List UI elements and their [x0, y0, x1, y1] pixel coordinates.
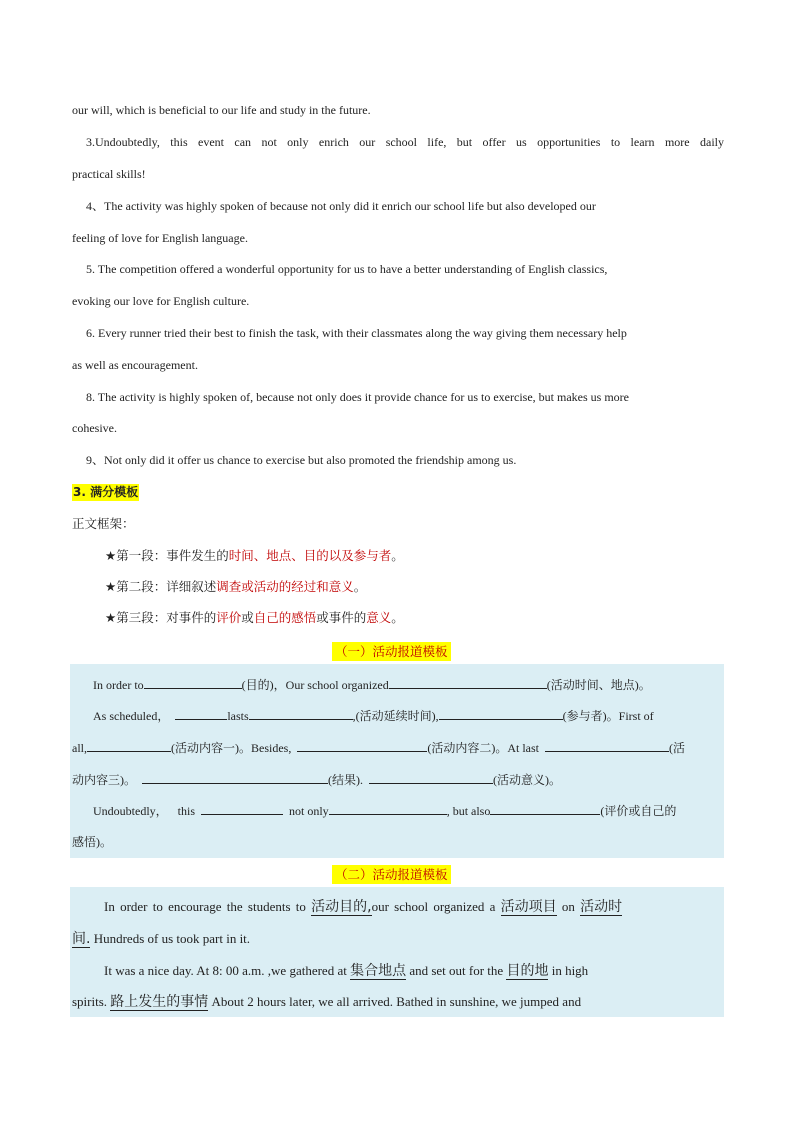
template-text: ,(活动延续时间),: [352, 709, 439, 723]
template-text: on: [561, 899, 575, 914]
template-text: As scheduled，: [93, 709, 170, 723]
text-line: 4、The activity was highly spoken of because not only did it enrich our school life but also developed our: [86, 199, 596, 213]
fill-blank: [439, 707, 563, 720]
template-text: lasts: [227, 709, 249, 723]
text-line: evoking our love for English culture.: [72, 294, 250, 308]
underlined-placeholder: 路上发生的事情: [110, 994, 209, 1010]
template-row: [72, 771, 724, 788]
fill-blank: [490, 802, 600, 815]
framework-item-text: 或: [241, 610, 254, 625]
template-text: In order to: [93, 678, 144, 692]
template-text: not only: [289, 804, 329, 818]
template-text: (活动内容一)。Besides,: [171, 741, 292, 755]
underlined-placeholder: 集合地点: [350, 963, 407, 979]
template-text: (活: [669, 741, 685, 755]
template-2-title: （二）活动报道模板: [332, 865, 451, 884]
template-text: and set out for the: [409, 963, 504, 978]
text-line: our will, which is beneficial to our life and study in the future.: [72, 103, 371, 117]
framework-item-text: 。: [391, 548, 404, 563]
template-row: [104, 899, 722, 915]
fill-blank: [389, 676, 547, 689]
framework-item-3: [105, 610, 404, 626]
template-row: [72, 834, 724, 850]
template-text: (评价或自己的: [600, 804, 677, 818]
template-text: (结果).: [328, 773, 363, 787]
underlined-placeholder: 活动时: [580, 899, 623, 915]
framework-item-highlight: 意义: [366, 610, 392, 625]
template-text: It was a nice day. At 8: 00 a.m. ,we gathered at: [104, 963, 347, 978]
fill-blank: [201, 802, 283, 815]
fill-blank: [175, 707, 227, 720]
template-text: (活动时间、地点)。: [546, 678, 651, 692]
section-heading: 3. 满分模板: [73, 485, 139, 499]
framework-item-text: ★第三段：对事件的: [105, 610, 217, 625]
template-row: [104, 963, 722, 979]
framework-item-1: [105, 548, 404, 564]
template-text: 动内容三)。: [72, 773, 136, 787]
underlined-placeholder: 活动项目: [500, 899, 557, 915]
template-1-title: （一）活动报道模板: [332, 642, 451, 661]
template-row: [93, 676, 745, 693]
framework-item-highlight: 评价: [216, 610, 242, 625]
text-line: 5. The competition offered a wonderful opportunity for us to have a better understanding of English classics,: [86, 262, 608, 276]
fill-blank: [144, 676, 242, 689]
underlined-placeholder: 目的地: [506, 963, 549, 979]
text-line: 9、Not only did it offer us chance to exercise but also promoted the friendship among us.: [86, 453, 517, 467]
framework-item-text: 或事件的: [316, 610, 367, 625]
framework-item-highlight: 自己的感悟: [253, 610, 317, 625]
text-line: as well as encouragement.: [72, 358, 198, 372]
text-line: cohesive.: [72, 421, 117, 435]
text-line: 8. The activity is highly spoken of, because not only does it provide chance for us to exercise, but makes us more: [86, 390, 629, 404]
template-2-box: [70, 887, 724, 1017]
fill-blank: [545, 739, 669, 752]
template-row: [93, 707, 745, 724]
template-text: (活动内容二)。At last: [427, 741, 539, 755]
template-text: In order to encourage the students to: [104, 899, 306, 914]
framework-item-2: [105, 579, 366, 595]
underlined-placeholder: 活动目的,: [311, 899, 372, 915]
fill-blank: [249, 707, 353, 720]
template-text: (目的)，Our school organized: [241, 678, 389, 692]
template-text: (参与者)。First of: [562, 709, 654, 723]
fill-blank: [297, 739, 427, 752]
template-text: About 2 hours later, we all arrived. Bathed in sunshine, we jumped and: [211, 994, 582, 1009]
text-line: 3.Undoubtedly, this event can not only enrich our school life, but offer us opportunities to learn more daily: [86, 135, 724, 149]
template-row: [72, 994, 722, 1010]
template-text: 感悟)。: [72, 835, 112, 849]
text-line: feeling of love for English language.: [72, 231, 248, 245]
template-text: spirits.: [72, 994, 108, 1009]
fill-blank: [369, 771, 493, 784]
template-text: Hundreds of us took part in it.: [93, 931, 251, 946]
framework-item-text: 。: [353, 579, 367, 594]
template-text: our school organized a: [371, 899, 496, 914]
template-text: all,: [72, 741, 87, 755]
framework-item-text: 。: [391, 610, 404, 625]
template-1-box: [70, 664, 724, 858]
template-row: [72, 739, 724, 756]
framework-label: 正文框架：: [72, 516, 135, 531]
template-text: , but also: [446, 804, 491, 818]
underlined-placeholder: 间.: [72, 931, 91, 947]
template-text: in high: [551, 963, 589, 978]
template-text: this: [177, 804, 196, 818]
fill-blank: [87, 739, 171, 752]
text-line: 6. Every runner tried their best to finish the task, with their classmates along the way giving them necessary help: [86, 326, 627, 340]
framework-item-text: ★第一段：事件发生的: [105, 548, 229, 563]
fill-blank: [329, 802, 447, 815]
fill-blank: [142, 771, 328, 784]
template-text: (活动意义)。: [493, 773, 561, 787]
template-text: Undoubtedly，: [93, 804, 168, 818]
text-line: practical skills!: [72, 167, 146, 181]
template-row: [93, 802, 745, 819]
framework-item-highlight: 时间、地点、目的以及参与者: [228, 548, 392, 563]
framework-item-highlight: 调查或活动的经过和意义: [216, 579, 354, 594]
framework-item-text: ★第二段：详细叙述: [105, 579, 217, 594]
template-row: [72, 931, 724, 947]
